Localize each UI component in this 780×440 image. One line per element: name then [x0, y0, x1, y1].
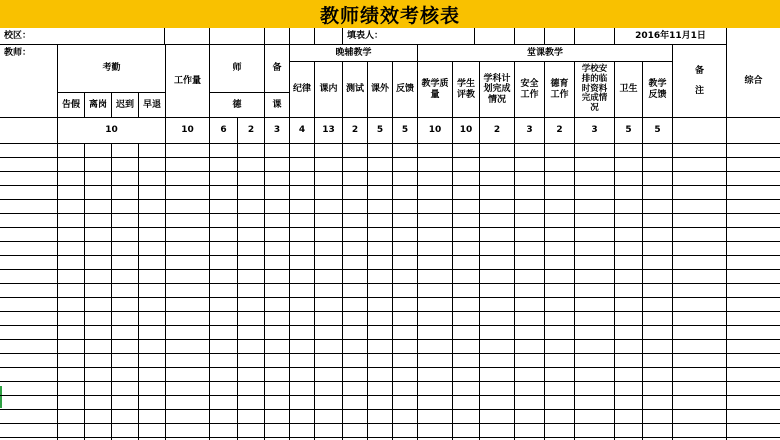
header-kewai: 课外	[368, 62, 393, 118]
header-text: 学生	[456, 79, 475, 90]
blank-cell[interactable]	[515, 28, 545, 45]
header-text: 教学质	[421, 79, 449, 90]
grid-column-line	[417, 144, 418, 440]
header-bei: 备	[265, 45, 290, 93]
header-kenei: 课内	[315, 62, 343, 118]
score-zonghe[interactable]	[727, 118, 780, 144]
grid-column-line	[84, 144, 85, 440]
grid-row-line	[0, 325, 780, 326]
header-text: 工作	[520, 89, 539, 100]
score-anquan: 3	[515, 118, 545, 144]
grid-column-line	[138, 144, 139, 440]
score-fankui: 5	[393, 118, 418, 144]
score-weisheng: 5	[615, 118, 643, 144]
blank-cell[interactable]	[545, 28, 575, 45]
blank-cell[interactable]	[265, 28, 290, 45]
score-jiaoxue-zhiliang: 10	[418, 118, 453, 144]
header-jiaoxue-fankui	[643, 62, 673, 118]
header-ligang: 离岗	[85, 93, 112, 118]
score-shide-b: 2	[238, 118, 265, 144]
header-text: 完成情	[581, 93, 608, 104]
blank-cell[interactable]	[290, 28, 315, 45]
score-deyu: 2	[545, 118, 575, 144]
grid-column-line	[392, 144, 393, 440]
header-zonghe: 综合	[727, 45, 780, 118]
header-text: 学科计	[483, 73, 511, 84]
header-xuesheng-pingjiao	[453, 62, 480, 118]
header-weisheng: 卫生	[615, 62, 643, 118]
grid-row-line	[0, 283, 780, 284]
campus-label: 校区：	[0, 28, 165, 45]
header-text: 量	[430, 89, 440, 100]
header-text: 评教	[456, 89, 475, 100]
grid-row-line	[0, 339, 780, 340]
grid-row-line	[0, 297, 780, 298]
score-xuexiao-anpai: 3	[575, 118, 615, 144]
score-jiaoxue-fankui: 5	[643, 118, 673, 144]
grid-column-line	[209, 144, 210, 440]
header-text: 反馈	[648, 89, 667, 100]
grid-row-line	[0, 381, 780, 382]
grid-column-line	[726, 144, 727, 440]
blank-cell[interactable]	[575, 28, 615, 45]
grid-column-line	[342, 144, 343, 440]
grid-row-line	[0, 171, 780, 172]
header-gongzuoliang: 工作量	[166, 45, 210, 118]
header-xuexiao-anpai	[575, 62, 615, 118]
header-text: 划完成	[483, 84, 511, 95]
header-deyu	[545, 62, 575, 118]
score-beike: 3	[265, 118, 290, 144]
score-xueke-jihua: 2	[480, 118, 515, 144]
header-chidao: 迟到	[112, 93, 139, 118]
grid-column-line	[367, 144, 368, 440]
grid-column-line	[237, 144, 238, 440]
grid-column-line	[614, 144, 615, 440]
grid-row-line	[0, 157, 780, 158]
grid-row-line	[0, 199, 780, 200]
grid-row-line	[0, 367, 780, 368]
campus-value-cell[interactable]	[165, 28, 210, 45]
header-tangke: 堂课教学	[418, 45, 673, 62]
blank-cell[interactable]	[475, 28, 515, 45]
blank-cell[interactable]	[315, 28, 343, 45]
header-text: 情况	[487, 94, 506, 105]
grid-row-line	[0, 353, 780, 354]
header-zaotui: 早退	[139, 93, 166, 118]
header-text: 教学	[648, 79, 667, 90]
header-beizhu	[673, 45, 727, 118]
score-jilv: 4	[290, 118, 315, 144]
sheet-title: 教师绩效考核表	[0, 0, 780, 28]
grid-column-line	[514, 144, 515, 440]
score-ceshi: 2	[343, 118, 368, 144]
grid-row-line	[0, 269, 780, 270]
header-qingjia: 告假	[58, 93, 85, 118]
score-xuesheng-pingjiao: 10	[453, 118, 480, 144]
grid-row-line	[0, 185, 780, 186]
score-gongzuoliang: 10	[166, 118, 210, 144]
score-kaoqin: 10	[58, 118, 166, 144]
grid-column-line	[264, 144, 265, 440]
row-marker	[0, 386, 2, 408]
grid-column-line	[289, 144, 290, 440]
filler-label: 填表人：	[343, 28, 475, 45]
header-text: 注	[694, 86, 704, 96]
header-text: 安全	[520, 79, 539, 90]
header-text: 排的临	[581, 73, 608, 84]
grid-column-line	[57, 144, 58, 440]
grid-column-line	[672, 144, 673, 440]
header-text: 况	[590, 103, 599, 114]
header-kaoqin: 考勤	[58, 45, 166, 93]
grid-row-line	[0, 437, 780, 438]
header-de: 德	[210, 93, 265, 118]
header-jiaoxue-zhiliang	[418, 62, 453, 118]
grid-column-line	[111, 144, 112, 440]
header-wanfu: 晚辅教学	[290, 45, 418, 62]
score-kewai: 5	[368, 118, 393, 144]
header-shi: 师	[210, 45, 265, 93]
header-text: 工作	[550, 89, 569, 100]
header-ceshi: 测试	[343, 62, 368, 118]
header-ke: 课	[265, 93, 290, 118]
grid-column-line	[314, 144, 315, 440]
grid-column-line	[479, 144, 480, 440]
score-beizhu[interactable]	[673, 118, 727, 144]
blank-cell[interactable]	[210, 28, 265, 45]
grid-row-line	[0, 227, 780, 228]
grid-row-line	[0, 255, 780, 256]
grid-row-line	[0, 213, 780, 214]
header-text: 德育	[550, 79, 569, 90]
grid-row-line	[0, 395, 780, 396]
header-jilv: 纪律	[290, 62, 315, 118]
grid-column-line	[574, 144, 575, 440]
score-shide-a: 6	[210, 118, 238, 144]
header-anquan	[515, 62, 545, 118]
header-text: 学校安	[581, 64, 608, 75]
grid-row-line	[0, 423, 780, 424]
header-xueke-jihua	[480, 62, 515, 118]
grid-row-line	[0, 241, 780, 242]
score-kenei: 13	[315, 118, 343, 144]
grid-row-line	[0, 409, 780, 410]
header-fankui: 反馈	[393, 62, 418, 118]
score-cell[interactable]	[0, 118, 58, 144]
date-cell: 2016年11月1日	[615, 28, 727, 45]
grid-column-line	[544, 144, 545, 440]
teacher-label: 教师：	[0, 45, 58, 118]
grid-column-line	[642, 144, 643, 440]
grid-row-line	[0, 311, 780, 312]
header-text: 时资料	[581, 83, 608, 94]
grid-column-line	[165, 144, 166, 440]
grid-column-line	[452, 144, 453, 440]
header-text: 备	[694, 65, 704, 76]
